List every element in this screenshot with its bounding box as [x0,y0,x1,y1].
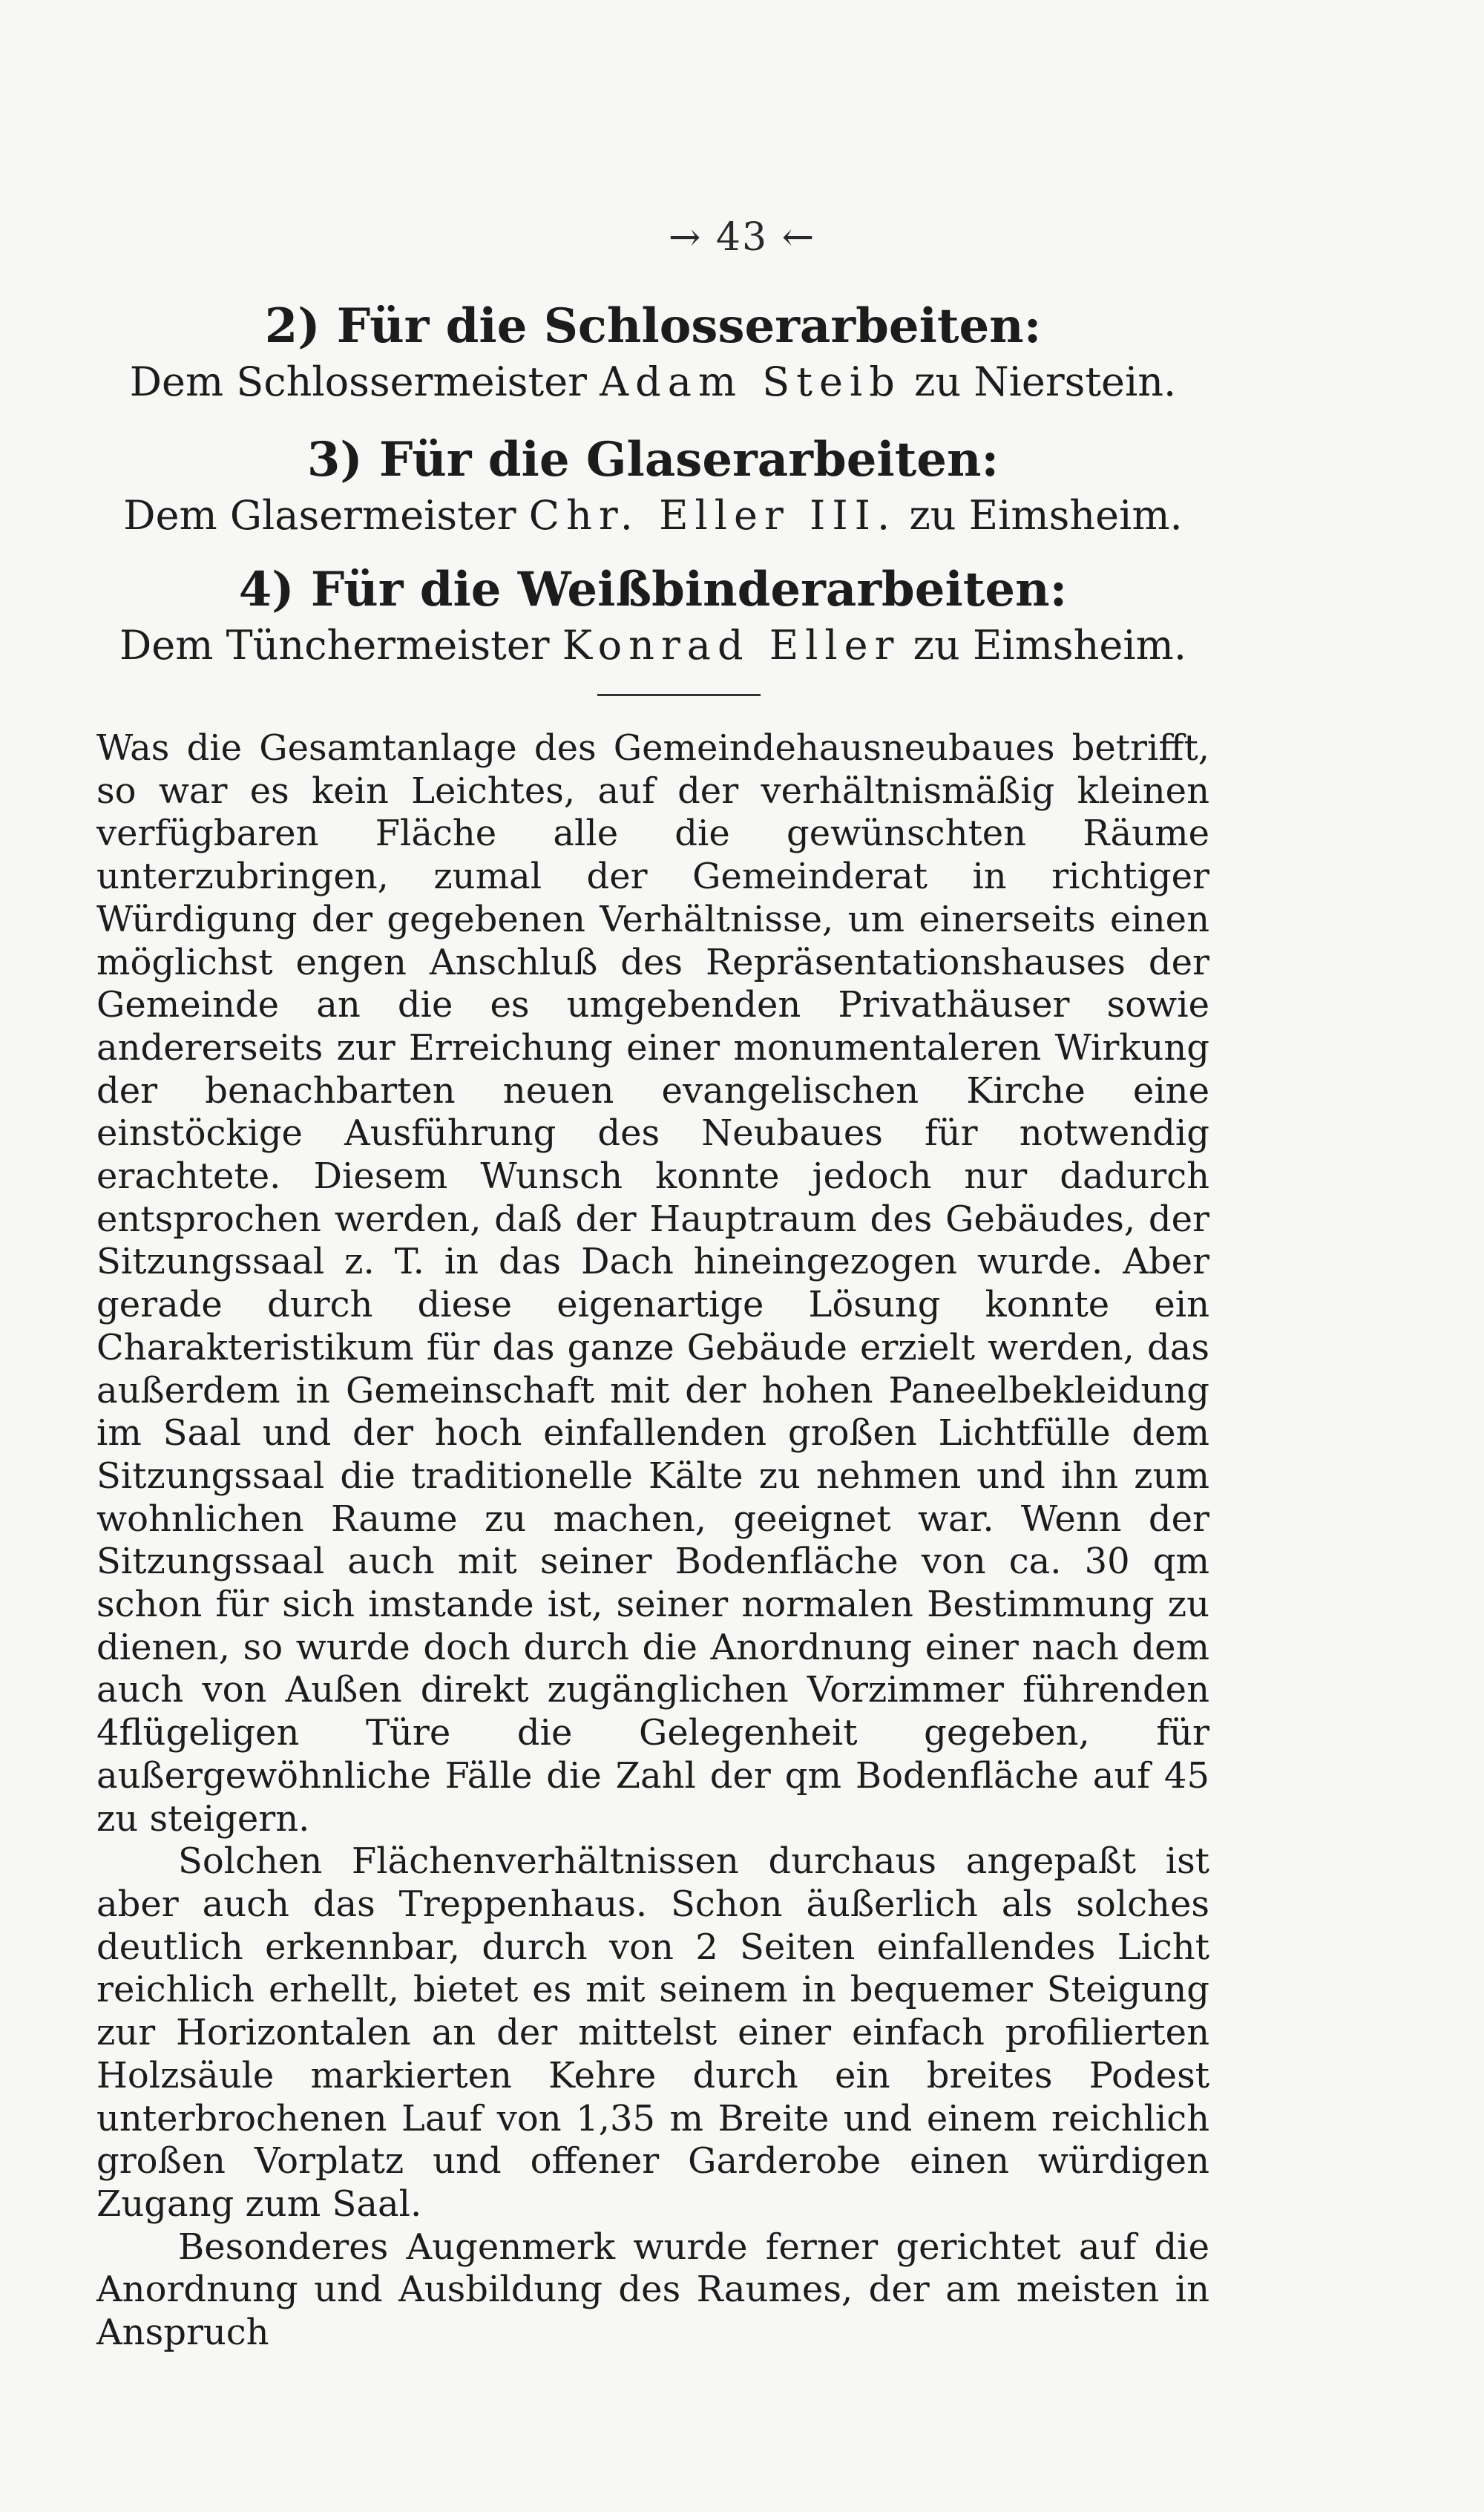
paragraph: Was die Gesamtanlage des Gemeindehausneubaues betrifft, so war es kein Leichtes, auf der verhältnismäßig kleinen verfügbaren Fläche alle die gewünschten Räume unterzubringen, zumal der Gemeinderat in richtiger Würdigung der gegebenen Verhältnisse, um einerseits einen möglichst engen Anschluß des Repräsentationshauses der Gemeinde an die es umgebenden Privathäuser sowie andererseits zur Erreichung einer monumentaleren Wirkung der benachbarten neuen evangelischen Kirche eine einstöckige Ausführung des Neubaues für notwendig erachtete. Diesem Wunsch konnte jedoch nur dadurch entsprochen werden, daß der Hauptraum des Gebäudes, der Sitzungssaal z. T. in das Dach hineingezogen wurde. Aber gerade durch diese eigenartige Lösung konnte ein Charakteristikum für das ganze Gebäude erzielt werden, das außerdem in Gemeinschaft mit der hohen Paneelbekleidung im Saal und der hoch einfallenden großen Lichtfülle dem Sitzungssaal die traditionelle Kälte zu nehmen und ihn zum wohnlichen Raume zu machen, geeignet war. Wenn der Sitzungssaal auch mit seiner Bodenfläche von ca. 30 qm schon für sich imstande ist, seiner normalen Bestimmung zu dienen, so wurde doch durch die Anordnung einer nach dem auch von Außen direkt zugänglichen Vorzimmer führenden 4flügeligen Türe die Gelegenheit gegeben, für außergewöhnliche Fälle die Zahl der qm Bodenfläche auf 45 zu steigern. [96,727,1209,1840]
section-heading: 4) Für die Weißbinderarbeiten: [238,562,1068,617]
paragraph: Solchen Flächenverhältnissen durchaus angepaßt ist aber auch das Treppenhaus. Schon äußerlich als solches deutlich erkennbar, durch von 2 Seiten einfallendes Licht reichlich erhellt, bietet es mit seinem in bequemer Steigung zur Horizontalen an der mittelst einer einfach profilierten Holzsäule markierten Kehre durch ein breites Podest unterbrochenen Lauf von 1,35 m Breite und einem reichlich großen Vorplatz und offener Garderobe einen würdigen Zugang zum Saal. [96,1840,1209,2225]
award-prefix: Dem Schlossermeister [129,358,587,405]
section-weissbinder [96,560,1209,672]
page-number: → 43 ← [668,215,816,260]
award-prefix: Dem Tünchermeister [119,622,550,669]
award-prefix: Dem Glasermeister [123,492,516,539]
section-heading: 2) Für die Schlosserarbeiten: [264,298,1042,354]
paragraph: Besonderes Augenmerk wurde ferner gerichtet auf die Anordnung und Ausbildung des Raumes, der am meisten in Anspruch [96,2226,1209,2354]
award-line [96,620,1209,672]
contractor-name: Konrad Eller [562,622,901,669]
contractor-name: Chr. Eller III. [528,492,897,539]
section-schlosser [96,297,1209,408]
section-divider [597,694,761,696]
body-text [96,727,1209,2355]
section-glaser [96,430,1209,542]
award-suffix: zu Eimsheim. [909,492,1183,539]
award-suffix: zu Eimsheim. [913,622,1186,669]
section-heading: 3) Für die Glaserarbeiten: [306,432,999,488]
award-line [96,356,1209,408]
contractor-name: Adam Steib [600,358,902,405]
award-line [96,490,1209,542]
award-suffix: zu Nierstein. [913,358,1177,405]
